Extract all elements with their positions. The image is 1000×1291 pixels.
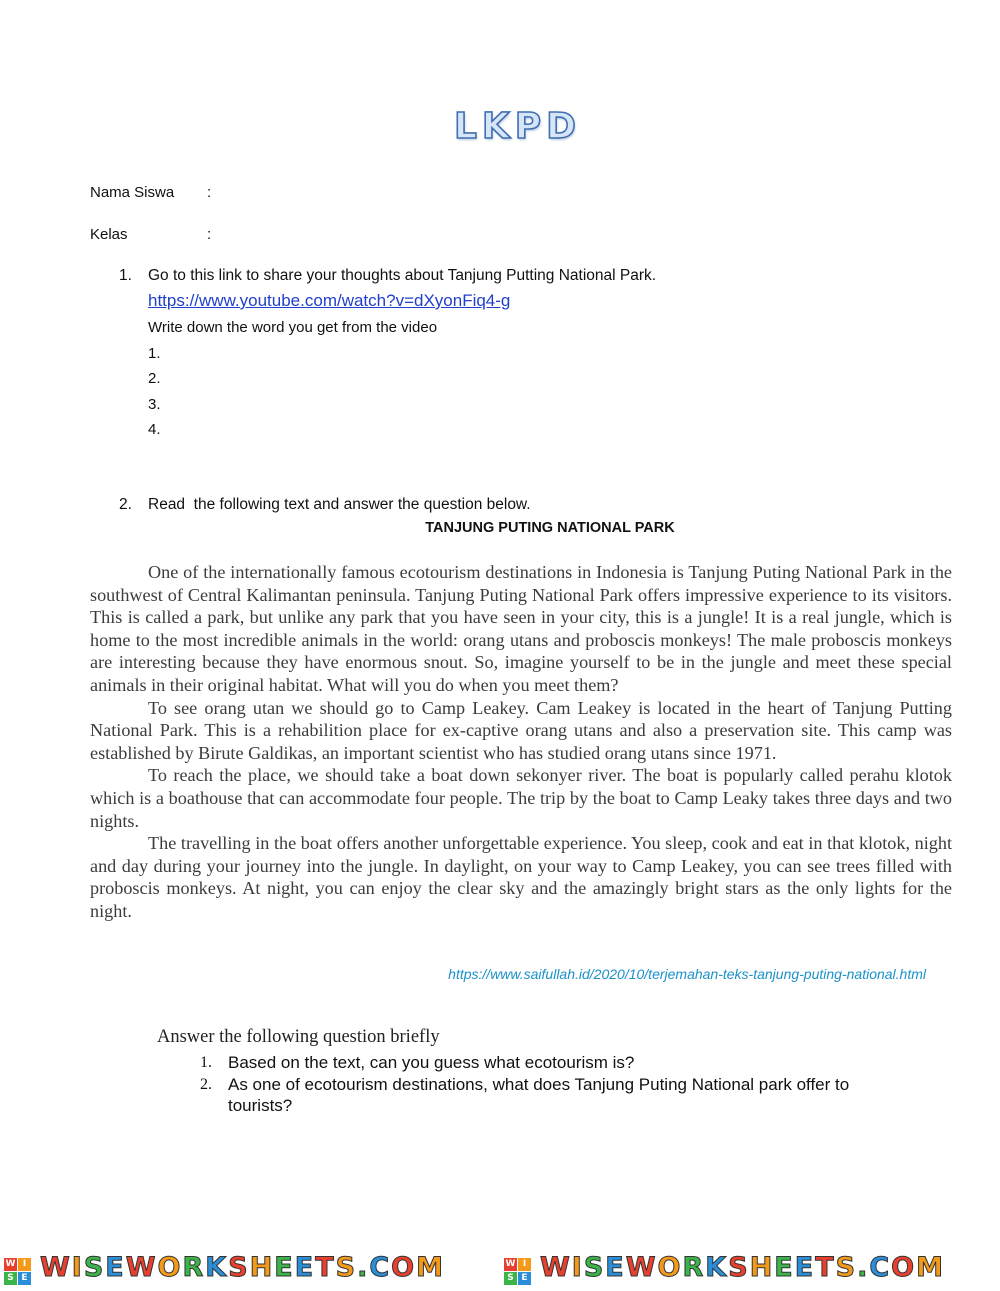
footer-banner	[0, 1248, 1000, 1291]
student-name-colon: :	[207, 184, 212, 201]
wordmark-letter: T	[315, 1252, 336, 1283]
wordmark-letter: H	[249, 1252, 275, 1283]
wordmark-letter: W	[625, 1252, 658, 1283]
wordmark-letter: .	[857, 1252, 870, 1283]
passage-paragraph-2: To see orang utan we should go to Camp Leakey. Cam Leakey is located in the heart of Tanjung Putting National Park. This is a rehabilition place for ex-captive orang utans and also a preservation site. This camp was established by Birute Galdikas, an important scientist who has studied orang utans since 1971.	[90, 697, 952, 763]
wordmark-letter: E	[605, 1252, 626, 1283]
wordmark-letter: W	[40, 1252, 72, 1283]
wordmark-letter: .	[357, 1252, 370, 1283]
wordmark-letter: I	[571, 1252, 584, 1283]
wordmark-letter: H	[749, 1252, 775, 1283]
footer-wordmark	[540, 1252, 945, 1283]
wordmark-letter: M	[916, 1252, 945, 1283]
answer-question-1	[200, 1052, 928, 1073]
class-label: Kelas	[90, 226, 128, 243]
wordmark-letter: R	[182, 1252, 206, 1283]
answer-question-1-number: 1.	[200, 1054, 212, 1071]
wordmark-letter: O	[157, 1252, 183, 1283]
wordmark-letter: M	[416, 1252, 445, 1283]
wordmark-letter: E	[294, 1252, 316, 1283]
logo-tile-w: W	[505, 1259, 516, 1269]
answer-question-1-text: Based on the text, can you guess what ecotourism is?	[228, 1053, 635, 1072]
wordmark-letter: S	[583, 1252, 606, 1283]
blank-item-2: 2.	[148, 370, 161, 387]
wordmark-letter: O	[391, 1252, 417, 1283]
wordmark-letter: K	[705, 1252, 729, 1283]
wordmark-letter: O	[891, 1252, 917, 1283]
footer-brand-1	[4, 1252, 499, 1286]
logo-tile-s: S	[4, 1272, 17, 1285]
wordmark-letter: S	[335, 1252, 358, 1283]
logo-tile-e: E	[18, 1272, 31, 1285]
reading-passage	[90, 561, 952, 923]
answer-section-intro: Answer the following question briefly	[157, 1027, 440, 1047]
wordmark-letter: S	[228, 1252, 250, 1283]
logo-tile-s: S	[504, 1272, 517, 1285]
wordmark-letter: E	[105, 1252, 126, 1283]
wordmark-letter: W	[125, 1252, 158, 1283]
logo-tile-i: I	[518, 1258, 531, 1271]
question-2-number: 2.	[119, 496, 132, 513]
blank-item-4: 4.	[148, 421, 161, 438]
wordmark-letter: W	[540, 1252, 572, 1283]
wordmark-letter: R	[682, 1252, 706, 1283]
passage-paragraph-1: One of the internationally famous ecotourism destinations in Indonesia is Tanjung Puting National Park in the southwest of Central Kalimantan peninsula. Tanjung Puting National Park offers impressive experience to its visitors. This is called a park, but unlike any park that you have seen in your city, this is a jungle! It is a real jungle, which is home to the most incredible animals in the world: orang utans and proboscis monkeys! The male proboscis monkeys are interesting because they have enormous snout. So, imagine yourself to be in the jungle and meet these special animals in their original habitat. What will you do when you meet them?	[90, 562, 952, 695]
question-2-text: Read the following text and answer the question below.	[148, 496, 531, 513]
passage-heading: TANJUNG PUTING NATIONAL PARK	[425, 520, 675, 536]
question-1-text: Go to this link to share your thoughts about Tanjung Putting National Park.	[148, 267, 657, 284]
question-1-number: 1.	[119, 267, 132, 284]
class-field	[90, 226, 212, 243]
wordmark-letter: I	[71, 1252, 84, 1283]
wordmark-letter: S	[835, 1252, 858, 1283]
wordmark-letter: E	[794, 1252, 816, 1283]
wordmark-letter: T	[815, 1252, 836, 1283]
wordmark-letter: C	[869, 1252, 892, 1283]
wordmark-letter: E	[274, 1252, 295, 1283]
wordmark-letter: O	[657, 1252, 683, 1283]
student-name-field	[90, 184, 212, 201]
wordmark-letter: C	[369, 1252, 392, 1283]
logo-tile-w: W	[5, 1259, 16, 1269]
answer-question-2-number: 2.	[200, 1076, 212, 1093]
wiseworksheets-logo-icon	[504, 1258, 532, 1286]
class-colon: :	[207, 226, 212, 243]
student-name-label: Nama Siswa	[90, 184, 175, 201]
wordmark-letter: E	[774, 1252, 795, 1283]
logo-tile-i: I	[18, 1258, 31, 1271]
wordmark-letter: S	[83, 1252, 106, 1283]
youtube-link[interactable]: https://www.youtube.com/watch?v=dXyonFiq4-g	[148, 291, 511, 310]
wiseworksheets-logo-icon	[4, 1258, 32, 1286]
passage-paragraph-3: To reach the place, we should take a boat down sekonyer river. The boat is popularly called perahu klotok which is a boathouse that can accommodate four people. The trip by the boat to Camp Leaky takes three days and two nights.	[90, 765, 952, 831]
blank-item-1: 1.	[148, 345, 161, 362]
footer-wordmark	[40, 1252, 445, 1283]
passage-paragraph-4: The travelling in the boat offers another unforgettable experience. You sleep, cook and eat in that klotok, night and day during your journey into the jungle. In daylight, on your way to Camp Leakey, you can see trees filled with proboscis monkeys. At night, you can enjoy the clear sky and the amazingly bright stars as the only lights for the night.	[90, 833, 952, 921]
footer-brand-2	[504, 1252, 999, 1286]
question-1-instruction: Write down the word you get from the video	[148, 319, 438, 336]
blank-item-3: 3.	[148, 396, 161, 413]
page-title: LKPD	[453, 106, 582, 147]
source-link[interactable]: https://www.saifullah.id/2020/10/terjemahan-teks-tanjung-puting-national.html	[448, 966, 926, 982]
answer-question-2	[200, 1074, 908, 1116]
wordmark-letter: K	[205, 1252, 229, 1283]
answer-question-2-text: As one of ecotourism destinations, what does Tanjung Puting National park offer to tourists?	[228, 1075, 850, 1115]
wordmark-letter: S	[728, 1252, 750, 1283]
logo-tile-e: E	[518, 1272, 531, 1285]
